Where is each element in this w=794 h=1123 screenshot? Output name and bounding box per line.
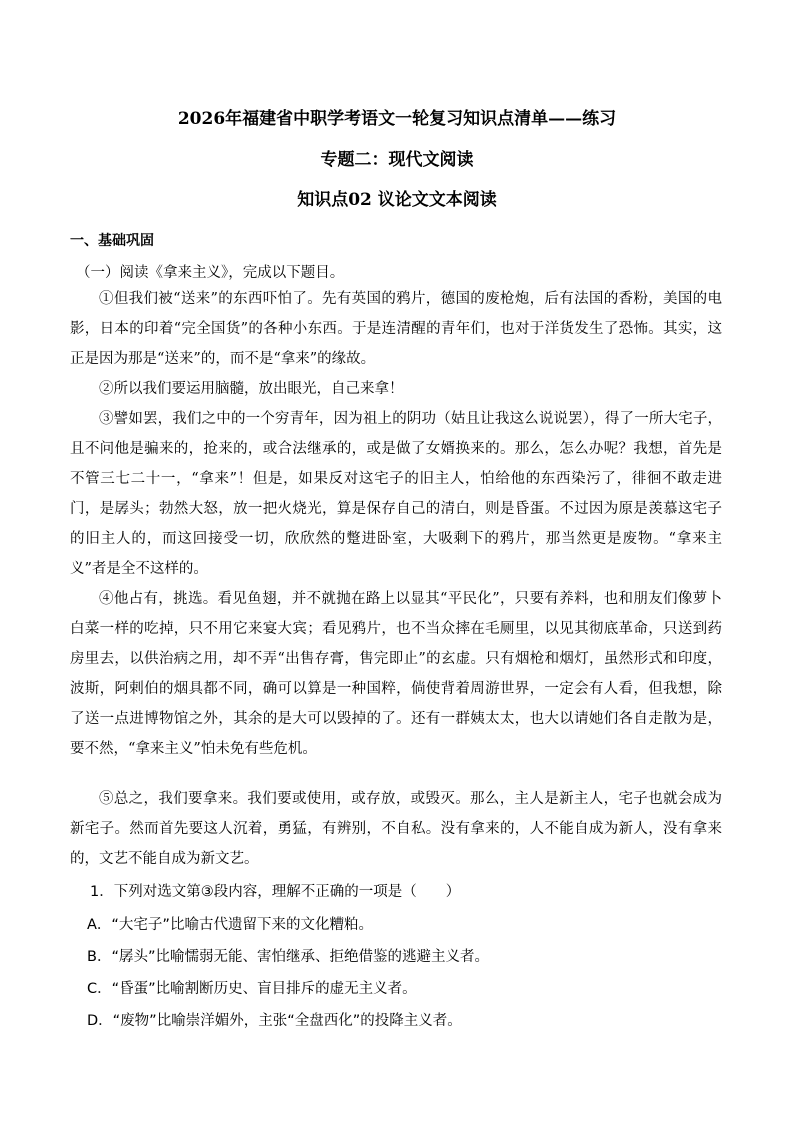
passage-paragraph-4: ④他占有，挑选。看见鱼翅，并不就抛在路上以显其“平民化”，只要有养料，也和朋友们像萝卜白菜一样的吃掉，只不用它来宴大宾；看见鸦片，也不当众摔在毛厕里，以见其彻底革命，只送到药房里去，以供治病之用，却不弄“出售存膏，售完即止”的玄虚。只有烟枪和烟灯，虽然形式和印度，波斯，阿剌伯的烟具都不同，确可以算是一种国粹，倘使背着周游世界，一定会有人看，但我想，除了送一点进博物馆之外，其余的是大可以毁掉的了。还有一群姨太太，也大以请她们各自走散为是，要不然，“拿来主义”怕未免有些危机。 bbox=[70, 591, 722, 757]
option-b: B．“孱头”比喻懦弱无能、害怕继承、拒绝借鉴的逃避主义者。 bbox=[87, 949, 489, 965]
passage-paragraph-2: ②所以我们要运用脑髓，放出眼光，自己来拿！ bbox=[99, 381, 404, 397]
passage-paragraph-5: ⑤总之，我们要拿来。我们要或使用，或存放，或毁灭。那么，主人是新主人，宅子也就会成为新宅子。然而首先要这人沉着，勇猛，有辨别，不自私。没有拿来的，人不能自成为新人，没有拿来的，文艺不能自成为新文艺。 bbox=[70, 791, 722, 867]
option-d: D．“废物”比喻崇洋媚外，主张“全盘西化”的投降主义者。 bbox=[87, 1013, 462, 1029]
reading-instruction: （一）阅读《拿来主义》，完成以下题目。 bbox=[76, 265, 345, 281]
option-c: C．“昏蛋”比喻割断历史、盲目排斥的虚无主义者。 bbox=[87, 981, 417, 997]
question-stem: 1．下列对选文第③段内容，理解不正确的一项是（ ） bbox=[90, 884, 461, 900]
document-topic: 知识点02 议论文文本阅读 bbox=[297, 190, 497, 210]
document-title: 2026年福建省中职学考语文一轮复习知识点清单——练习 bbox=[177, 109, 617, 129]
passage-paragraph-3: ③譬如罢，我们之中的一个穷青年，因为祖上的阴功（姑且让我这么说说罢），得了一所大宅子，且不问他是骗来的，抢来的，或合法继承的，或是做了女婿换来的。那么，怎么办呢？我想，首先是不管三七二十一，“拿来”！但是，如果反对这宅子的旧主人，怕给他的东西染污了，徘徊不敢走进门，是孱头；勃然大怒，放一把火烧光，算是保存自己的清白，则是昏蛋。不过因为原是羡慕这宅子的旧主人的，而这回接受一切，欣欣然的蹩进卧室，大吸剩下的鸦片，那当然更是废物。“拿来主义”者是全不这样的。 bbox=[70, 411, 722, 577]
document-subtitle: 专题二：现代文阅读 bbox=[320, 150, 474, 170]
section-heading: 一、基础巩固 bbox=[70, 233, 154, 249]
option-a: A．“大宅子”比喻古代遗留下来的文化糟粕。 bbox=[87, 917, 373, 933]
passage-paragraph-1: ①但我们被“送来”的东西吓怕了。先有英国的鸦片，德国的废枪炮，后有法国的香粉，美国的电影，日本的印着“完全国货”的各种小东西。于是连清醒的青年们，也对于洋货发生了恐怖。其实，这正是因为那是“送来”的，而不是“拿来”的缘故。 bbox=[70, 291, 722, 367]
